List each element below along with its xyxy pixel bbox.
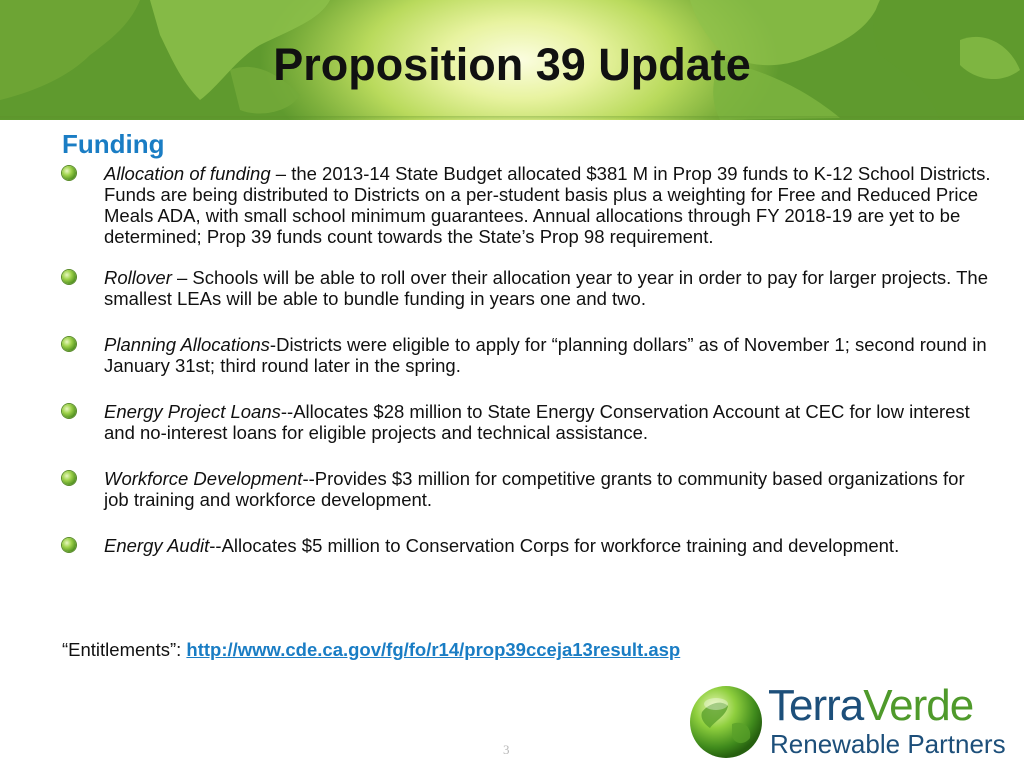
item-text: – the 2013-14 State Budget allocated $381 M in Prop 39 funds to K-12 School Districts. Funds are being distributed to Districts on a per-student basis plus a weighting for Free and Reduced Price Meals ADA, with small school minimum guarantees. Annual allocations through FY 2018-19 are yet to be determined; Prop 39 funds count towards the State’s Prop 98 requirement. [104, 163, 991, 247]
item-term: Workforce Development [104, 468, 303, 489]
item-term: Energy Project Loans [104, 401, 281, 422]
list-item [62, 334, 992, 376]
globe-icon [688, 684, 764, 760]
item-text: -Districts were eligible to apply for “planning dollars” as of November 1; second round in January 31st; third round later in the spring. [104, 334, 987, 376]
item-text: --Provides $3 million for competitive grants to community based organizations for job training and workforce development. [104, 468, 965, 510]
item-text: --Allocates $28 million to State Energy Conservation Account at CEC for low interest and no-interest loans for eligible projects and technical assistance. [104, 401, 970, 443]
list-item [62, 267, 992, 309]
banner-shadow [0, 116, 1024, 120]
green-globe-bullet-icon [62, 404, 76, 418]
funding-list [62, 163, 992, 556]
item-text: – Schools will be able to roll over their allocation year to year in order to pay for larger projects. The smallest LEAs will be able to bundle funding in years one and two. [104, 267, 988, 309]
list-item [62, 468, 992, 510]
item-text: --Allocates $5 million to Conservation Corps for workforce training and development. [209, 535, 900, 556]
list-item [62, 535, 992, 556]
green-globe-bullet-icon [62, 538, 76, 552]
page-number: 3 [503, 742, 510, 757]
entitlements-label: “Entitlements”: [62, 639, 187, 660]
green-globe-bullet-icon [62, 166, 76, 180]
terraverde-logo [688, 680, 1008, 764]
item-term: Rollover [104, 267, 172, 288]
green-globe-bullet-icon [62, 337, 76, 351]
green-globe-bullet-icon [62, 270, 76, 284]
logo-word-verde: Verde [863, 681, 974, 730]
logo-word-terra: Terra [768, 681, 864, 730]
item-term: Energy Audit [104, 535, 210, 556]
slide-title: Proposition 39 Update [273, 39, 751, 90]
green-globe-bullet-icon [62, 471, 76, 485]
entitlements-link[interactable]: http://www.cde.ca.gov/fg/fo/r14/prop39cceja13result.asp [186, 639, 681, 660]
logo-wordmark [768, 682, 973, 730]
item-term: Allocation of funding [104, 163, 271, 184]
item-term: Planning Allocations [104, 334, 270, 355]
list-item [62, 401, 992, 443]
logo-tagline: Renewable Partners [770, 729, 1006, 759]
entitlements-line [62, 638, 680, 662]
title-banner [0, 0, 1024, 120]
list-item [62, 163, 992, 247]
section-heading: Funding [62, 129, 165, 159]
